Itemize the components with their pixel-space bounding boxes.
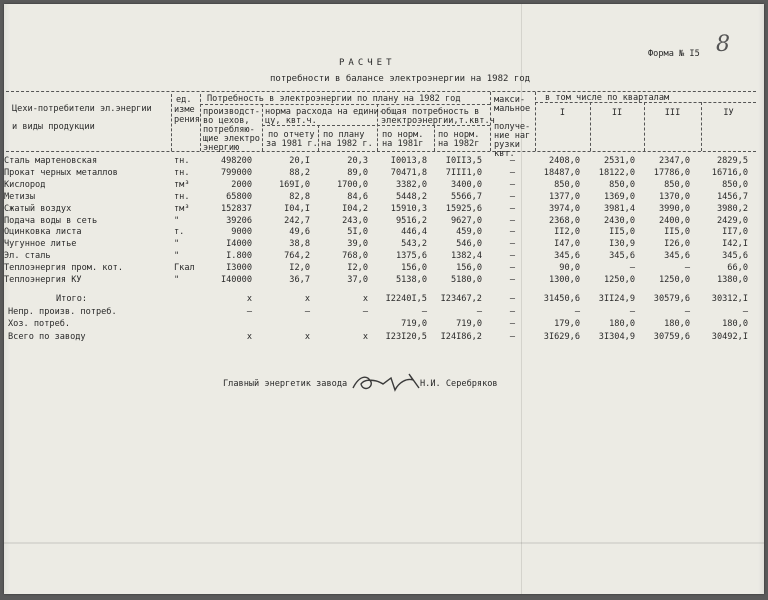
row-cell-n82: 1700,0 <box>336 179 368 190</box>
row-cell-max: – <box>509 179 516 190</box>
total-cell-q1: 179,0 <box>554 319 580 330</box>
row-cell-n82: 39,0 <box>347 239 368 250</box>
row-cell-max: – <box>509 251 516 262</box>
header-unit: рения <box>174 115 200 125</box>
row-cell-t81: 446,4 <box>401 227 427 238</box>
row-cell-q4: 1380,0 <box>716 275 748 285</box>
row-cell-t81: 156,0 <box>401 263 427 274</box>
group-header-rule <box>200 104 490 105</box>
total-cell-name: Непр. произв. потреб. <box>8 306 117 317</box>
total-cell-q1: 3I629,6 <box>543 332 580 343</box>
row-cell-q1: 850,0 <box>554 179 580 190</box>
row-cell-q3: 1370,0 <box>658 191 690 202</box>
row-cell-unit: т. <box>174 227 185 238</box>
row-cell-n82: 84,6 <box>347 191 368 202</box>
row-cell-q3: 17786,0 <box>653 167 690 178</box>
row-cell-max: – <box>509 203 516 214</box>
total-cell-q2: – <box>629 306 635 317</box>
header-consumers: Цехи-потребители эл.энергии <box>12 104 152 114</box>
row-cell-unit: тн. <box>174 167 190 178</box>
row-cell-q1: 2408,0 <box>548 156 580 166</box>
col-divider <box>318 125 319 151</box>
row-cell-n81: I04,I <box>284 203 310 214</box>
total-cell-t81: 719,0 <box>401 319 427 330</box>
row-cell-q2: 2430,0 <box>603 215 635 226</box>
total-cell-max: – <box>509 319 516 330</box>
row-cell-name: Эл. сталь <box>4 251 51 262</box>
row-cell-prod: I3000 <box>226 263 252 274</box>
total-cell-name: Всего по заводу <box>8 332 86 343</box>
row-cell-prod: 65800 <box>226 191 252 202</box>
total-cell-max: – <box>509 332 516 343</box>
total-cell-q4: – <box>742 306 748 317</box>
total-cell-prod: х <box>246 332 252 343</box>
header-norm-report: за 1981 г. <box>266 139 318 149</box>
header-norm-group: норма расхода на едини- <box>265 107 384 117</box>
row-cell-n81: 88,2 <box>289 167 310 178</box>
row-cell-unit: тм³ <box>174 203 190 214</box>
table-top-rule <box>6 91 756 92</box>
row-cell-t81: 5448,2 <box>395 191 427 202</box>
row-cell-q2: 1369,0 <box>603 191 635 202</box>
row-cell-q3: 2347,0 <box>658 156 690 166</box>
total-cell-n82: х <box>362 294 368 304</box>
col-divider <box>200 94 201 151</box>
header-max-load: рузки <box>494 140 520 150</box>
row-cell-t82: 1382,4 <box>450 251 482 262</box>
paper-fold-horizontal <box>4 542 764 544</box>
row-cell-q2: – <box>629 263 635 274</box>
total-cell-q4: 30492,I <box>711 332 748 343</box>
total-cell-q3: 30579,6 <box>653 294 690 304</box>
header-max-load: квт. <box>494 149 515 159</box>
total-cell-t82: I24I86,2 <box>440 332 482 343</box>
row-cell-t82: 5180,0 <box>450 275 482 285</box>
row-cell-q4: 1456,7 <box>716 191 748 202</box>
total-cell-n81: х <box>304 332 310 343</box>
row-cell-n82: 20,3 <box>347 156 368 166</box>
row-cell-n81: I2,0 <box>289 263 310 274</box>
total-cell-q4: 30312,I <box>711 294 748 304</box>
handwritten-signature <box>349 368 429 398</box>
row-cell-n81: 242,7 <box>284 215 310 226</box>
row-cell-unit: тн. <box>174 156 190 166</box>
row-cell-q3: 345,6 <box>664 251 690 262</box>
row-cell-prod: 9000 <box>231 227 252 238</box>
row-cell-q1: 2368,0 <box>548 215 580 226</box>
form-label: Форма № I5 <box>648 49 700 59</box>
row-cell-unit: тм³ <box>174 179 190 190</box>
row-cell-name: Чугунное литье <box>4 239 77 250</box>
row-cell-q2: II5,0 <box>609 227 635 238</box>
row-cell-q1: 3974,0 <box>548 203 580 214</box>
total-cell-q4: 180,0 <box>722 319 748 330</box>
row-cell-unit: тн. <box>174 191 190 202</box>
total-cell-max: – <box>509 294 516 304</box>
row-cell-q4: 16716,0 <box>711 167 748 178</box>
header-unit: изме <box>174 105 195 115</box>
row-cell-max: – <box>509 275 516 285</box>
row-cell-name: Подача воды в сеть <box>4 215 98 226</box>
row-cell-q3: II5,0 <box>664 227 690 238</box>
row-cell-max: – <box>509 215 516 226</box>
header-max-load: мальное <box>494 104 531 114</box>
row-cell-name: Сталь мартеновская <box>4 156 98 166</box>
header-production: энергию <box>203 143 240 153</box>
total-cell-q2: 3I304,9 <box>598 332 635 343</box>
header-max-load: макси- <box>494 95 526 105</box>
total-cell-t82: 719,0 <box>456 319 482 330</box>
row-cell-q2: 3981,4 <box>603 203 635 214</box>
row-cell-t82: 9627,0 <box>450 215 482 226</box>
row-cell-q1: II2,0 <box>554 227 580 238</box>
row-cell-t81: 5138,0 <box>395 275 427 285</box>
row-cell-max: – <box>509 191 516 202</box>
header-bottom-rule <box>6 151 756 152</box>
row-cell-q3: 3990,0 <box>658 203 690 214</box>
row-cell-q3: 850,0 <box>664 179 690 190</box>
total-cell-n81: х <box>304 294 310 304</box>
row-cell-n81: 49,6 <box>289 227 310 238</box>
row-cell-n81: 764,2 <box>284 251 310 262</box>
row-cell-q2: 1250,0 <box>603 275 635 285</box>
header-quarter-4: IУ <box>723 108 734 118</box>
row-cell-q4: 345,6 <box>722 251 748 262</box>
total-cell-q3: 180,0 <box>664 319 690 330</box>
header-norm-plan: на 1982 г. <box>321 139 373 149</box>
total-cell-prod: – <box>246 306 252 317</box>
header-need-group: Потребность в электроэнергии по плану на 1982 год <box>207 94 461 104</box>
row-cell-n81: 36,7 <box>289 275 310 285</box>
row-cell-max: – <box>509 239 516 250</box>
row-cell-q2: 18122,0 <box>598 167 635 178</box>
row-cell-n82: I04,2 <box>342 203 368 214</box>
col-divider <box>171 94 172 151</box>
total-cell-t81: I23I20,5 <box>385 332 427 343</box>
total-cell-q1: 31450,6 <box>543 294 580 304</box>
total-cell-max: – <box>509 306 516 317</box>
row-cell-q1: 1300,0 <box>548 275 580 285</box>
header-quarter-2: II <box>611 108 623 118</box>
row-cell-t81: I0013,8 <box>390 156 427 166</box>
total-cell-prod: х <box>246 294 252 304</box>
row-cell-q3: I26,0 <box>664 239 690 250</box>
row-cell-n82: 768,0 <box>342 251 368 262</box>
row-cell-prod: 799000 <box>220 167 252 178</box>
row-cell-t82: 459,0 <box>456 227 482 238</box>
row-cell-n81: 38,8 <box>289 239 310 250</box>
header-max-load: получе- <box>494 122 531 132</box>
row-cell-t81: 1375,6 <box>395 251 427 262</box>
row-cell-t82: 156,0 <box>456 263 482 274</box>
row-cell-t82: I0II3,5 <box>445 156 482 166</box>
header-production: щие электро <box>203 134 260 144</box>
header-production: во цехов, <box>203 116 250 126</box>
row-cell-q1: 345,6 <box>554 251 580 262</box>
total-cell-t81: – <box>421 306 427 317</box>
row-cell-name: Оцинковка листа <box>4 227 82 238</box>
total-cell-name: Итого: <box>56 294 88 304</box>
row-cell-q1: 18487,0 <box>543 167 580 178</box>
row-cell-q3: 2400,0 <box>658 215 690 226</box>
row-cell-max: – <box>509 156 516 166</box>
total-cell-q1: – <box>574 306 580 317</box>
total-cell-t81: I2240I,5 <box>385 294 427 304</box>
row-cell-name: Метизы <box>4 191 36 202</box>
row-cell-max: – <box>509 263 516 274</box>
row-cell-name: Прокат черных металлов <box>4 167 118 178</box>
row-cell-prod: I.800 <box>226 251 252 262</box>
row-cell-prod: I40000 <box>220 275 252 285</box>
row-cell-prod: 2000 <box>231 179 252 190</box>
row-cell-q2: 345,6 <box>609 251 635 262</box>
signatory-name: Н.И. Серебряков <box>420 379 498 389</box>
header-max-load: ние наг <box>494 131 531 141</box>
row-cell-n82: 243,0 <box>342 215 368 226</box>
row-cell-unit: " <box>174 215 180 226</box>
row-cell-q2: 2531,0 <box>603 156 635 166</box>
row-cell-q4: I42,I <box>722 239 748 250</box>
row-cell-name: Кислород <box>4 179 46 190</box>
row-cell-t81: 15910,3 <box>390 203 427 214</box>
row-cell-n82: 89,0 <box>347 167 368 178</box>
total-cell-q3: – <box>684 306 690 317</box>
row-cell-q3: – <box>684 263 690 274</box>
row-cell-t82: 5566,7 <box>450 191 482 202</box>
row-cell-unit: " <box>174 275 180 285</box>
signatory-position: Главный энергетик завода <box>223 379 348 389</box>
row-cell-q4: 2829,5 <box>716 156 748 166</box>
header-norm-report: по отчету <box>268 130 315 140</box>
col-divider <box>262 104 263 151</box>
row-cell-q4: 2429,0 <box>716 215 748 226</box>
row-cell-t81: 9516,2 <box>395 215 427 226</box>
row-cell-q2: I30,9 <box>609 239 635 250</box>
row-cell-n81: 169I,0 <box>278 179 310 190</box>
header-total-group: электроэнергии,т.квт.ч <box>381 116 495 126</box>
row-cell-max: – <box>509 167 516 178</box>
row-cell-name: Теплоэнергия пром. кот. <box>4 263 123 274</box>
document-subtitle: потребности в балансе электроэнергии на 1982 год <box>270 74 531 84</box>
row-cell-t81: 543,2 <box>401 239 427 250</box>
row-cell-q2: 850,0 <box>609 179 635 190</box>
total-cell-q2: 180,0 <box>609 319 635 330</box>
document-sheet <box>4 4 764 594</box>
header-total-1982: на 1982г <box>438 139 480 149</box>
header-quarter-3: III <box>664 108 681 118</box>
header-production: производст- <box>203 107 260 117</box>
total-cell-n82: х <box>362 332 368 343</box>
row-cell-prod: 39206 <box>226 215 252 226</box>
header-quarters-group: в том числе по кварталам <box>545 93 670 103</box>
header-norm-plan: по плану <box>323 130 365 140</box>
col-divider <box>434 125 435 151</box>
row-cell-q3: 1250,0 <box>658 275 690 285</box>
row-cell-q1: 90,0 <box>559 263 580 274</box>
row-cell-n82: 5I,0 <box>347 227 368 238</box>
handwritten-page-number: 8 <box>716 32 730 57</box>
header-total-1982: по норм. <box>438 130 480 140</box>
row-cell-t82: 15925,6 <box>445 203 482 214</box>
header-total-1981: на 1981г <box>382 139 424 149</box>
row-cell-q4: 850,0 <box>722 179 748 190</box>
row-cell-max: – <box>509 227 516 238</box>
row-cell-prod: 498200 <box>220 156 252 166</box>
header-quarter-1: I <box>559 108 566 118</box>
header-norm-group: цу, квт.ч. <box>265 116 317 126</box>
row-cell-q4: 3980,2 <box>716 203 748 214</box>
row-cell-q1: I47,0 <box>554 239 580 250</box>
row-cell-unit: " <box>174 239 180 250</box>
header-unit: ед. <box>176 95 192 105</box>
total-cell-n82: – <box>362 306 368 317</box>
row-cell-q4: II7,0 <box>722 227 748 238</box>
row-cell-t81: 3382,0 <box>395 179 427 190</box>
row-cell-unit: Гкал <box>174 263 195 274</box>
row-cell-t81: 70471,8 <box>390 167 427 178</box>
total-cell-name: Хоз. потреб. <box>8 319 71 330</box>
row-cell-t82: 7III1,0 <box>445 167 482 178</box>
total-cell-n81: – <box>304 306 310 317</box>
row-cell-prod: I4000 <box>226 239 252 250</box>
header-total-group: общая потребность в <box>381 107 480 117</box>
header-total-1981: по норм. <box>382 130 424 140</box>
row-cell-prod: 152837 <box>220 203 252 214</box>
col-divider <box>535 92 536 151</box>
total-cell-t82: – <box>476 306 482 317</box>
header-production: потребляю- <box>203 125 255 135</box>
row-cell-n82: 37,0 <box>347 275 368 285</box>
row-cell-q4: 66,0 <box>727 263 748 274</box>
total-cell-q2: 3II24,9 <box>598 294 635 304</box>
row-cell-name: Сжатый воздух <box>4 203 72 214</box>
row-cell-t82: 3400,0 <box>450 179 482 190</box>
document-title: РАСЧЕТ <box>339 58 396 68</box>
header-consumers: и виды продукции <box>12 122 95 132</box>
total-cell-q3: 30759,6 <box>653 332 690 343</box>
row-cell-q1: 1377,0 <box>548 191 580 202</box>
row-cell-n81: 82,8 <box>289 191 310 202</box>
row-cell-t82: 546,0 <box>456 239 482 250</box>
row-cell-n81: 20,I <box>289 156 310 166</box>
total-cell-t82: I23467,2 <box>440 294 482 304</box>
row-cell-n82: I2,0 <box>347 263 368 274</box>
row-cell-name: Теплоэнергия КУ <box>4 275 82 285</box>
row-cell-unit: " <box>174 251 180 262</box>
